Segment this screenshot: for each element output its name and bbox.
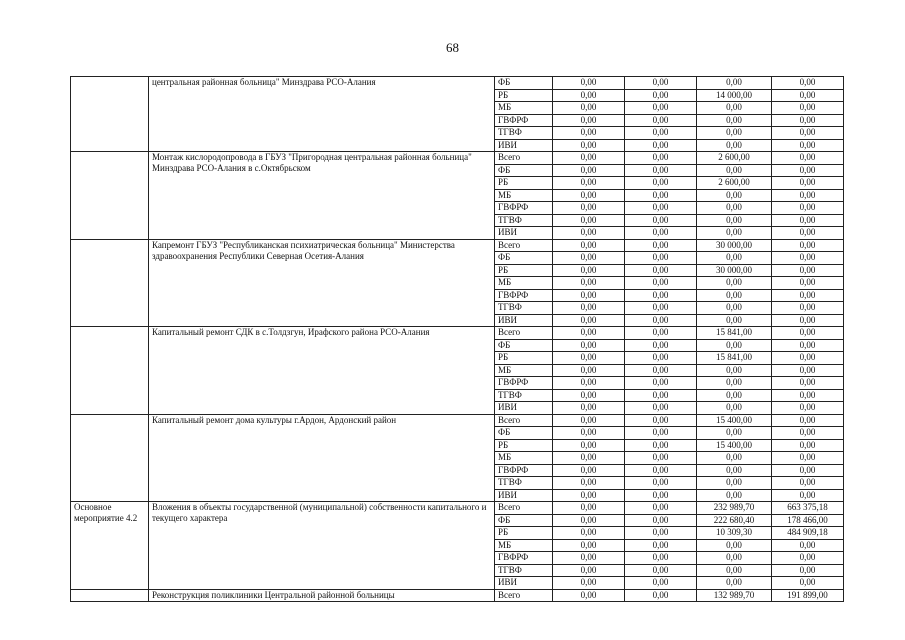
value-cell-4: 0,00 — [772, 352, 844, 365]
value-cell-1: 0,00 — [553, 527, 625, 540]
value-cell-2: 0,00 — [625, 202, 697, 215]
value-cell-1: 0,00 — [553, 439, 625, 452]
value-cell-3: 132 989,70 — [697, 589, 772, 602]
funding-source-cell: ТГВФ — [495, 389, 553, 402]
value-cell-3: 0,00 — [697, 227, 772, 240]
value-cell-4: 0,00 — [772, 552, 844, 565]
value-cell-2: 0,00 — [625, 77, 697, 90]
value-cell-3: 30 000,00 — [697, 264, 772, 277]
value-cell-1: 0,00 — [553, 402, 625, 415]
funding-source-cell: МБ — [495, 364, 553, 377]
funding-source-cell: РБ — [495, 89, 553, 102]
value-cell-4: 0,00 — [772, 77, 844, 90]
funding-source-cell: Всего — [495, 589, 553, 602]
value-cell-2: 0,00 — [625, 452, 697, 465]
value-cell-3: 0,00 — [697, 214, 772, 227]
funding-source-cell: ИВИ — [495, 402, 553, 415]
value-cell-2: 0,00 — [625, 589, 697, 602]
funding-source-cell: ГВФРФ — [495, 552, 553, 565]
value-cell-1: 0,00 — [553, 364, 625, 377]
value-cell-3: 222 680,40 — [697, 514, 772, 527]
value-cell-2: 0,00 — [625, 364, 697, 377]
value-cell-2: 0,00 — [625, 414, 697, 427]
value-cell-1: 0,00 — [553, 227, 625, 240]
funding-source-cell: РБ — [495, 439, 553, 452]
value-cell-1: 0,00 — [553, 152, 625, 165]
funding-source-cell: ТГВФ — [495, 214, 553, 227]
value-cell-2: 0,00 — [625, 577, 697, 590]
event-name-cell: Капремонт ГБУЗ "Республиканская психиатрическая больница" Министерства здравоохранения Республики Северная Осетия-Алания — [149, 239, 495, 327]
value-cell-3: 10 309,30 — [697, 527, 772, 540]
value-cell-3: 0,00 — [697, 202, 772, 215]
value-cell-1: 0,00 — [553, 264, 625, 277]
funding-source-cell: Всего — [495, 502, 553, 515]
value-cell-2: 0,00 — [625, 189, 697, 202]
value-cell-2: 0,00 — [625, 264, 697, 277]
value-cell-3: 0,00 — [697, 477, 772, 490]
event-name-cell: центральная районная больница" Минздрава РСО-Алания — [149, 77, 495, 152]
value-cell-1: 0,00 — [553, 452, 625, 465]
value-cell-1: 0,00 — [553, 277, 625, 290]
value-cell-2: 0,00 — [625, 352, 697, 365]
value-cell-2: 0,00 — [625, 239, 697, 252]
value-cell-3: 0,00 — [697, 102, 772, 115]
value-cell-2: 0,00 — [625, 527, 697, 540]
value-cell-3: 0,00 — [697, 577, 772, 590]
value-cell-3: 0,00 — [697, 302, 772, 315]
value-cell-4: 0,00 — [772, 252, 844, 265]
funding-source-cell: ИВИ — [495, 314, 553, 327]
value-cell-2: 0,00 — [625, 139, 697, 152]
value-cell-4: 0,00 — [772, 164, 844, 177]
value-cell-4: 0,00 — [772, 127, 844, 140]
budget-table — [70, 76, 844, 602]
funding-source-cell: ФБ — [495, 514, 553, 527]
value-cell-3: 0,00 — [697, 377, 772, 390]
funding-source-cell: ТГВФ — [495, 127, 553, 140]
value-cell-1: 0,00 — [553, 589, 625, 602]
value-cell-4: 0,00 — [772, 327, 844, 340]
value-cell-4: 0,00 — [772, 402, 844, 415]
value-cell-2: 0,00 — [625, 114, 697, 127]
event-name-cell: Вложения в объекты государственной (муниципальной) собственности капитального и текущего характера — [149, 502, 495, 590]
funding-source-cell: МБ — [495, 189, 553, 202]
value-cell-3: 232 989,70 — [697, 502, 772, 515]
event-code-cell: Основное мероприятие 4.2 — [71, 502, 149, 590]
value-cell-4: 0,00 — [772, 289, 844, 302]
value-cell-2: 0,00 — [625, 227, 697, 240]
value-cell-4: 0,00 — [772, 227, 844, 240]
value-cell-4: 0,00 — [772, 314, 844, 327]
value-cell-4: 0,00 — [772, 564, 844, 577]
value-cell-3: 0,00 — [697, 364, 772, 377]
value-cell-3: 2 600,00 — [697, 152, 772, 165]
value-cell-3: 0,00 — [697, 539, 772, 552]
funding-source-cell: ФБ — [495, 77, 553, 90]
value-cell-2: 0,00 — [625, 327, 697, 340]
value-cell-1: 0,00 — [553, 89, 625, 102]
table-row — [71, 502, 844, 515]
value-cell-2: 0,00 — [625, 402, 697, 415]
funding-source-cell: МБ — [495, 277, 553, 290]
value-cell-3: 0,00 — [697, 252, 772, 265]
value-cell-3: 0,00 — [697, 402, 772, 415]
value-cell-3: 15 400,00 — [697, 414, 772, 427]
value-cell-2: 0,00 — [625, 289, 697, 302]
value-cell-2: 0,00 — [625, 514, 697, 527]
value-cell-2: 0,00 — [625, 552, 697, 565]
value-cell-3: 0,00 — [697, 314, 772, 327]
funding-source-cell: ФБ — [495, 339, 553, 352]
value-cell-2: 0,00 — [625, 152, 697, 165]
funding-source-cell: МБ — [495, 539, 553, 552]
value-cell-4: 0,00 — [772, 114, 844, 127]
value-cell-2: 0,00 — [625, 427, 697, 440]
value-cell-1: 0,00 — [553, 502, 625, 515]
value-cell-3: 15 841,00 — [697, 352, 772, 365]
value-cell-4: 0,00 — [772, 264, 844, 277]
value-cell-1: 0,00 — [553, 377, 625, 390]
value-cell-1: 0,00 — [553, 202, 625, 215]
value-cell-1: 0,00 — [553, 302, 625, 315]
value-cell-3: 0,00 — [697, 114, 772, 127]
value-cell-4: 0,00 — [772, 414, 844, 427]
value-cell-3: 14 000,00 — [697, 89, 772, 102]
value-cell-4: 0,00 — [772, 389, 844, 402]
value-cell-4: 0,00 — [772, 152, 844, 165]
funding-source-cell: ГВФРФ — [495, 464, 553, 477]
value-cell-1: 0,00 — [553, 464, 625, 477]
value-cell-1: 0,00 — [553, 77, 625, 90]
value-cell-2: 0,00 — [625, 339, 697, 352]
value-cell-3: 0,00 — [697, 427, 772, 440]
value-cell-4: 663 375,18 — [772, 502, 844, 515]
value-cell-2: 0,00 — [625, 564, 697, 577]
value-cell-4: 0,00 — [772, 214, 844, 227]
funding-source-cell: ФБ — [495, 427, 553, 440]
value-cell-1: 0,00 — [553, 114, 625, 127]
value-cell-4: 0,00 — [772, 577, 844, 590]
value-cell-2: 0,00 — [625, 439, 697, 452]
value-cell-2: 0,00 — [625, 377, 697, 390]
value-cell-1: 0,00 — [553, 477, 625, 490]
value-cell-3: 0,00 — [697, 277, 772, 290]
value-cell-1: 0,00 — [553, 102, 625, 115]
table-row — [71, 239, 844, 252]
value-cell-4: 0,00 — [772, 377, 844, 390]
value-cell-2: 0,00 — [625, 502, 697, 515]
value-cell-3: 0,00 — [697, 564, 772, 577]
funding-source-cell: РБ — [495, 264, 553, 277]
value-cell-3: 0,00 — [697, 552, 772, 565]
value-cell-1: 0,00 — [553, 539, 625, 552]
value-cell-3: 0,00 — [697, 139, 772, 152]
value-cell-4: 0,00 — [772, 427, 844, 440]
value-cell-4: 0,00 — [772, 102, 844, 115]
value-cell-4: 0,00 — [772, 302, 844, 315]
event-name-cell: Реконструкция поликлиники Центральной районной больницы — [149, 589, 495, 602]
value-cell-4: 0,00 — [772, 89, 844, 102]
table-row — [71, 152, 844, 165]
funding-source-cell: ИВИ — [495, 577, 553, 590]
value-cell-3: 0,00 — [697, 164, 772, 177]
page-number: 68 — [446, 40, 459, 55]
value-cell-1: 0,00 — [553, 214, 625, 227]
funding-source-cell: ГВФРФ — [495, 289, 553, 302]
value-cell-3: 15 400,00 — [697, 439, 772, 452]
value-cell-1: 0,00 — [553, 389, 625, 402]
funding-source-cell: ИВИ — [495, 139, 553, 152]
table-row — [71, 589, 844, 602]
funding-source-cell: РБ — [495, 177, 553, 190]
value-cell-2: 0,00 — [625, 164, 697, 177]
value-cell-2: 0,00 — [625, 314, 697, 327]
funding-source-cell: ФБ — [495, 164, 553, 177]
value-cell-3: 30 000,00 — [697, 239, 772, 252]
value-cell-1: 0,00 — [553, 577, 625, 590]
value-cell-1: 0,00 — [553, 427, 625, 440]
value-cell-1: 0,00 — [553, 289, 625, 302]
value-cell-3: 2 600,00 — [697, 177, 772, 190]
table-row — [71, 77, 844, 90]
funding-source-cell: МБ — [495, 452, 553, 465]
value-cell-1: 0,00 — [553, 352, 625, 365]
value-cell-4: 0,00 — [772, 364, 844, 377]
value-cell-2: 0,00 — [625, 489, 697, 502]
funding-source-cell: ГВФРФ — [495, 114, 553, 127]
value-cell-1: 0,00 — [553, 127, 625, 140]
value-cell-4: 0,00 — [772, 489, 844, 502]
value-cell-4: 0,00 — [772, 139, 844, 152]
value-cell-1: 0,00 — [553, 339, 625, 352]
value-cell-4: 484 909,18 — [772, 527, 844, 540]
funding-source-cell: ГВФРФ — [495, 377, 553, 390]
value-cell-2: 0,00 — [625, 277, 697, 290]
event-code-cell — [71, 327, 149, 415]
funding-source-cell: ИВИ — [495, 227, 553, 240]
value-cell-2: 0,00 — [625, 539, 697, 552]
value-cell-4: 0,00 — [772, 439, 844, 452]
value-cell-2: 0,00 — [625, 477, 697, 490]
value-cell-1: 0,00 — [553, 252, 625, 265]
funding-source-cell: ИВИ — [495, 489, 553, 502]
value-cell-3: 0,00 — [697, 127, 772, 140]
value-cell-4: 0,00 — [772, 477, 844, 490]
value-cell-1: 0,00 — [553, 189, 625, 202]
value-cell-2: 0,00 — [625, 464, 697, 477]
event-code-cell — [71, 77, 149, 152]
value-cell-1: 0,00 — [553, 314, 625, 327]
event-code-cell — [71, 239, 149, 327]
event-code-cell — [71, 152, 149, 240]
funding-source-cell: РБ — [495, 352, 553, 365]
value-cell-2: 0,00 — [625, 252, 697, 265]
value-cell-3: 0,00 — [697, 452, 772, 465]
value-cell-2: 0,00 — [625, 302, 697, 315]
funding-source-cell: ФБ — [495, 252, 553, 265]
value-cell-2: 0,00 — [625, 89, 697, 102]
value-cell-4: 0,00 — [772, 239, 844, 252]
funding-source-cell: Всего — [495, 327, 553, 340]
value-cell-1: 0,00 — [553, 327, 625, 340]
value-cell-1: 0,00 — [553, 514, 625, 527]
value-cell-4: 0,00 — [772, 202, 844, 215]
funding-source-cell: ТГВФ — [495, 477, 553, 490]
value-cell-4: 0,00 — [772, 464, 844, 477]
funding-source-cell: ГВФРФ — [495, 202, 553, 215]
value-cell-4: 0,00 — [772, 177, 844, 190]
value-cell-1: 0,00 — [553, 564, 625, 577]
table-row — [71, 414, 844, 427]
value-cell-1: 0,00 — [553, 139, 625, 152]
event-code-cell — [71, 589, 149, 602]
value-cell-2: 0,00 — [625, 214, 697, 227]
table-row — [71, 327, 844, 340]
value-cell-1: 0,00 — [553, 177, 625, 190]
event-name-cell: Монтаж кислородопровода в ГБУЗ "Пригородная центральная районная больница" Минздрава РСО-Алания в с.Октябрьском — [149, 152, 495, 240]
value-cell-4: 191 899,00 — [772, 589, 844, 602]
value-cell-4: 0,00 — [772, 339, 844, 352]
value-cell-3: 0,00 — [697, 489, 772, 502]
value-cell-3: 0,00 — [697, 389, 772, 402]
funding-source-cell: Всего — [495, 239, 553, 252]
value-cell-1: 0,00 — [553, 552, 625, 565]
value-cell-4: 0,00 — [772, 277, 844, 290]
value-cell-3: 0,00 — [697, 289, 772, 302]
value-cell-4: 0,00 — [772, 452, 844, 465]
value-cell-3: 0,00 — [697, 77, 772, 90]
value-cell-3: 0,00 — [697, 464, 772, 477]
value-cell-1: 0,00 — [553, 414, 625, 427]
funding-source-cell: ТГВФ — [495, 564, 553, 577]
funding-source-cell: Всего — [495, 414, 553, 427]
value-cell-3: 0,00 — [697, 189, 772, 202]
value-cell-4: 178 466,00 — [772, 514, 844, 527]
value-cell-3: 0,00 — [697, 339, 772, 352]
value-cell-4: 0,00 — [772, 189, 844, 202]
value-cell-2: 0,00 — [625, 102, 697, 115]
event-name-cell: Капитальный ремонт СДК в с.Толдзгун, Ирафского района РСО-Алания — [149, 327, 495, 415]
funding-source-cell: РБ — [495, 527, 553, 540]
table-body — [71, 77, 844, 602]
value-cell-2: 0,00 — [625, 127, 697, 140]
event-code-cell — [71, 414, 149, 502]
value-cell-1: 0,00 — [553, 239, 625, 252]
value-cell-2: 0,00 — [625, 389, 697, 402]
funding-source-cell: МБ — [495, 102, 553, 115]
value-cell-1: 0,00 — [553, 164, 625, 177]
value-cell-1: 0,00 — [553, 489, 625, 502]
value-cell-2: 0,00 — [625, 177, 697, 190]
event-name-cell: Капитальный ремонт дома культуры г.Ардон, Ардонский район — [149, 414, 495, 502]
funding-source-cell: ТГВФ — [495, 302, 553, 315]
value-cell-3: 15 841,00 — [697, 327, 772, 340]
funding-source-cell: Всего — [495, 152, 553, 165]
value-cell-4: 0,00 — [772, 539, 844, 552]
